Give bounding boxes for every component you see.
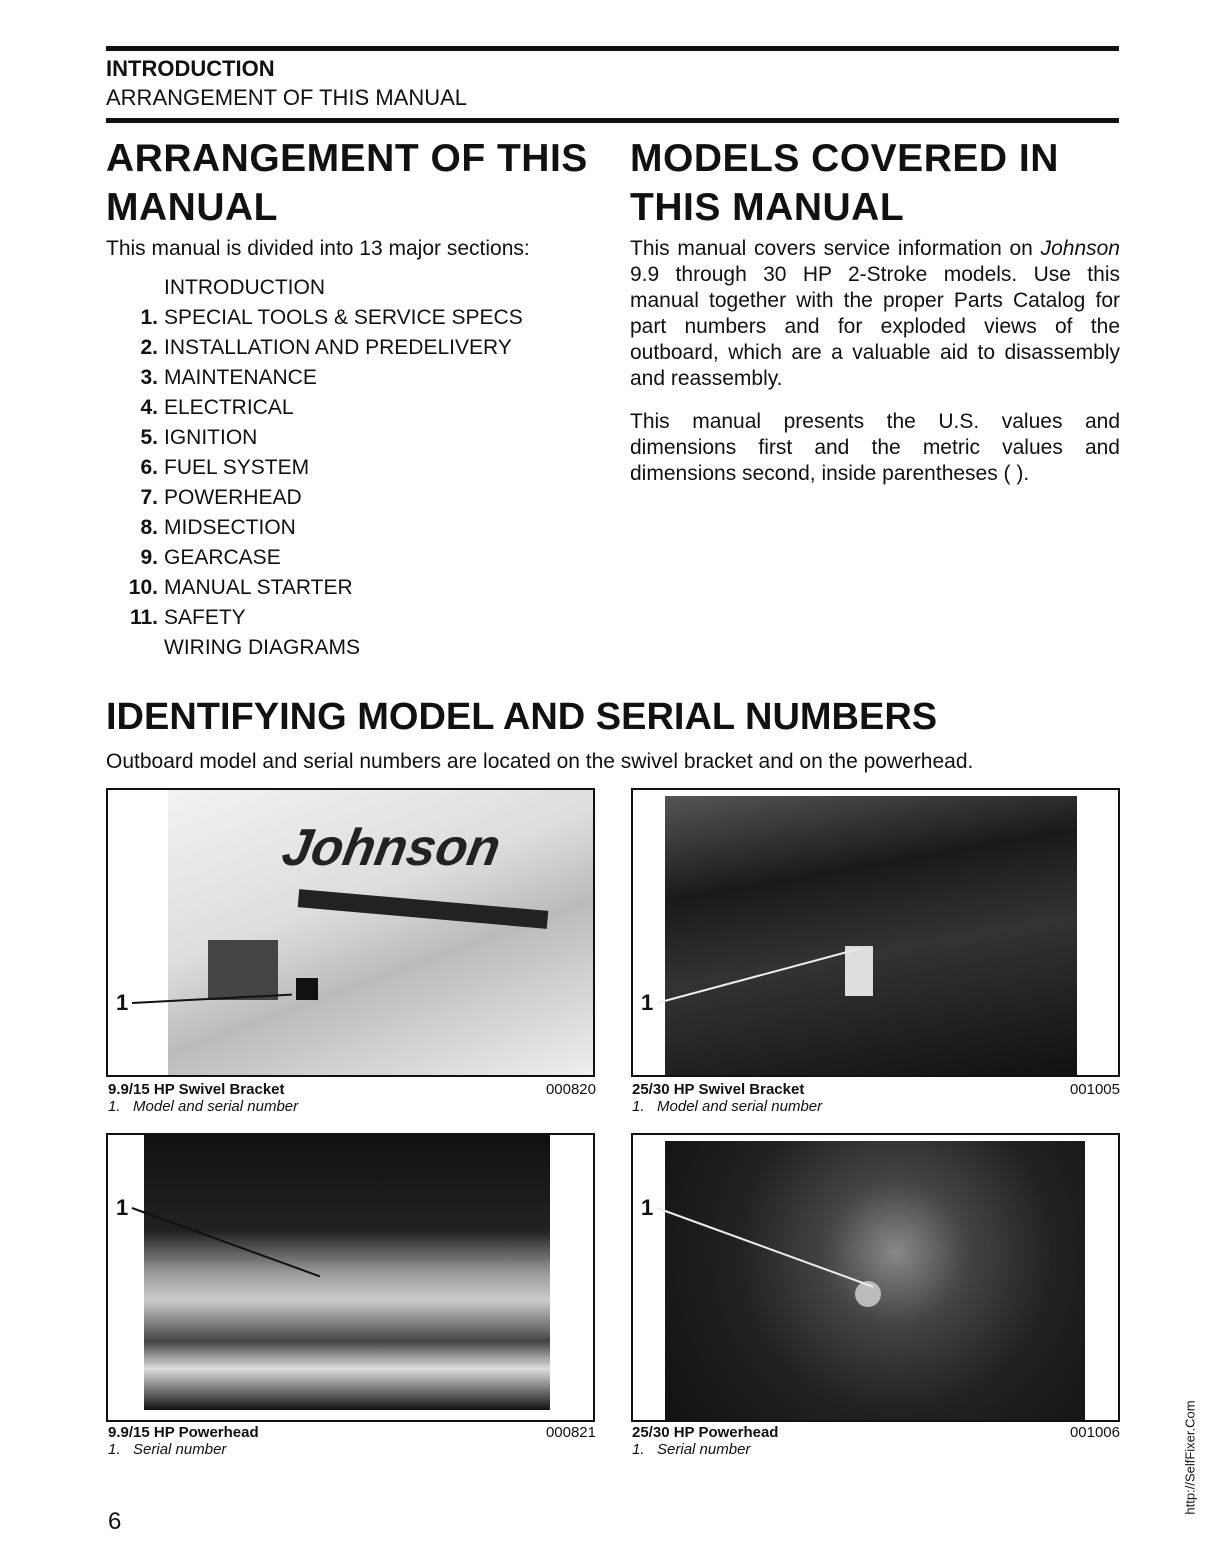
figure-powerhead-large: [631, 1133, 1120, 1422]
section-number: 9.: [140, 546, 158, 569]
section-label: SAFETY: [164, 606, 246, 629]
figure-caption: [108, 1424, 596, 1458]
section-number: 4.: [140, 396, 158, 419]
figure-powerhead-small: [106, 1133, 595, 1422]
section-label: INSTALLATION AND PREDELIVERY: [164, 336, 512, 359]
label-plate: [845, 946, 873, 996]
callout-number: 1: [641, 1195, 654, 1220]
figure-id: 000820: [545, 1081, 596, 1098]
section-list-item: [106, 603, 523, 633]
section-label: SPECIAL TOOLS & SERVICE SPECS: [164, 306, 523, 329]
section-list-item: [106, 273, 523, 303]
section-number: 8.: [140, 516, 158, 539]
identifying-heading: IDENTIFYING MODEL AND SERIAL NUMBERS: [106, 696, 938, 738]
legend-text: Model and serial number: [657, 1098, 823, 1115]
section-label: INTRODUCTION: [164, 276, 325, 299]
arrangement-intro: This manual is divided into 13 major sections:: [106, 237, 530, 260]
caption-title: 25/30 HP Powerhead: [632, 1424, 779, 1441]
caption-title: 25/30 HP Swivel Bracket: [632, 1081, 805, 1098]
header-rule-top: [106, 46, 1119, 51]
identifying-intro: Outboard model and serial numbers are located on the swivel bracket and on the powerhead.: [106, 750, 974, 773]
callout-number: 1: [116, 1195, 129, 1220]
figure-id: 000821: [545, 1424, 596, 1441]
models-paragraph-2: This manual presents the U.S. values and dimensions first and the metric values and dimensions second, inside parentheses ( ).: [630, 410, 1120, 485]
section-number: 1.: [140, 306, 158, 329]
section-number: 5.: [140, 426, 158, 449]
section-label: ELECTRICAL: [164, 396, 294, 419]
bracket: [208, 940, 278, 1000]
models-heading: MODELS COVERED IN THIS MANUAL: [630, 137, 1059, 229]
header-subsection: ARRANGEMENT OF THIS MANUAL: [106, 85, 468, 110]
section-number: [106, 273, 164, 303]
figure-swivel-bracket-small: [106, 788, 595, 1077]
models-p1-rest: 9.9 through 30 HP 2-Stroke models. Use this manual together with the proper Parts Catalog for part numbers and for exploded views of the outboard, which are a valuable aid to disassembly and reassembly.: [630, 263, 1120, 390]
watermark: http://SelfFixer.Com: [1182, 1400, 1198, 1515]
figure-id: 001006: [1069, 1424, 1120, 1441]
legend-number: 1.: [108, 1098, 121, 1115]
page-number: 6: [108, 1508, 122, 1535]
photo-outboard: [168, 790, 593, 1075]
section-list-item: [106, 573, 523, 603]
figure-caption: [632, 1081, 1120, 1115]
photo-powerhead: [665, 1141, 1085, 1420]
johnson-logo: Johnson: [277, 819, 505, 877]
cowl-stripe: [298, 889, 549, 929]
section-list: [106, 273, 523, 663]
photo-swivel-bracket: [665, 796, 1077, 1075]
section-list-item: [106, 483, 523, 513]
callout-number: 1: [641, 990, 654, 1015]
figure-swivel-bracket-large: [631, 788, 1120, 1077]
section-label: MANUAL STARTER: [164, 576, 353, 599]
section-list-item: [106, 393, 523, 423]
section-number: 11.: [129, 606, 158, 629]
figure-id: 001005: [1069, 1081, 1120, 1098]
photo-powerhead: [144, 1135, 550, 1410]
section-label: FUEL SYSTEM: [164, 456, 310, 479]
section-label: IGNITION: [164, 426, 258, 449]
section-list-item: [106, 633, 523, 663]
figure-caption: [108, 1081, 596, 1115]
section-number: 7.: [140, 486, 158, 509]
section-number: 6.: [140, 456, 158, 479]
section-number: 2.: [140, 336, 158, 359]
models-p1-lead: This manual covers service information on: [630, 237, 1041, 260]
legend-number: 1.: [632, 1441, 645, 1458]
header-section: INTRODUCTION: [106, 56, 275, 81]
section-list-item: [106, 333, 523, 363]
section-label: POWERHEAD: [164, 486, 302, 509]
legend-text: Serial number: [133, 1441, 227, 1458]
section-number: 10.: [128, 576, 158, 599]
legend-number: 1.: [108, 1441, 121, 1458]
arrangement-heading: ARRANGEMENT OF THIS MANUAL: [106, 137, 588, 229]
section-number: 3.: [140, 366, 158, 389]
section-list-item: [106, 543, 523, 573]
section-label: MAINTENANCE: [164, 366, 317, 389]
legend-text: Model and serial number: [133, 1098, 299, 1115]
caption-title: 9.9/15 HP Swivel Bracket: [108, 1081, 285, 1098]
section-list-item: [106, 453, 523, 483]
section-label: WIRING DIAGRAMS: [164, 636, 361, 659]
label-plate: [296, 978, 318, 1000]
callout-number: 1: [116, 990, 129, 1015]
section-label: GEARCASE: [164, 546, 281, 569]
figure-caption: [632, 1424, 1120, 1458]
header-rule-bottom: [106, 118, 1119, 123]
section-list-item: [106, 423, 523, 453]
legend-text: Serial number: [657, 1441, 751, 1458]
section-label: MIDSECTION: [164, 516, 296, 539]
section-list-item: [106, 303, 523, 333]
legend-number: 1.: [632, 1098, 645, 1115]
section-list-item: [106, 363, 523, 393]
caption-title: 9.9/15 HP Powerhead: [108, 1424, 259, 1441]
brand-name: Johnson: [1040, 237, 1120, 260]
section-number: [106, 633, 164, 663]
models-paragraph-1: [630, 236, 1120, 392]
section-list-item: [106, 513, 523, 543]
